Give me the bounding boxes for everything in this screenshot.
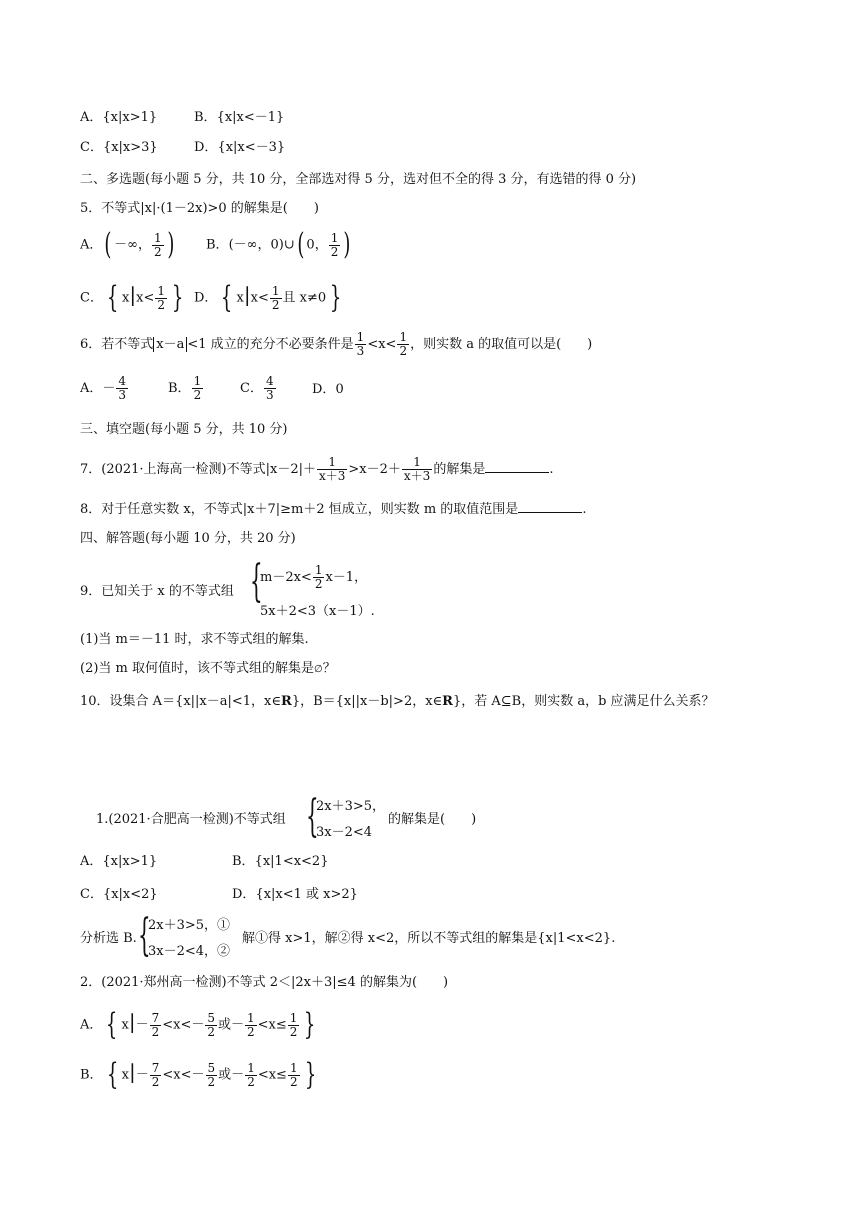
q8: 8．对于任意实数 x，不等式|x＋7|≥m＋2 恒成立，则实数 m 的取值范围是 . <box>80 502 587 517</box>
q6-option-a: A．－ $\frac{4}{3}$ <box>80 374 127 402</box>
s1-analysis-label: 分析选 B. <box>80 931 137 946</box>
s1-system: { 2x＋3>5， 3x－2<4 <box>306 791 386 842</box>
q4-option-b: B．{x|x<－1} <box>194 110 285 125</box>
q5-option-b: B．(－∞，0)∪( 0， $\frac{1}{2}$ ) <box>206 227 351 262</box>
q4-option-d: D．{x|x<－3} <box>194 140 286 155</box>
s1-stem-end: 的解集是( ) <box>388 812 477 827</box>
s1-option-b: B．{x|1<x<2} <box>232 854 329 869</box>
section4-header: 四、解答题(每小题 10 分，共 20 分) <box>80 531 296 546</box>
q5-option-d: D． { x|x< $\frac{1}{2}$ 且 x≠0 } <box>194 280 342 315</box>
q5-option-a: A．( －∞， $\frac{1}{2}$ ) <box>80 227 174 262</box>
brace-icon: { <box>138 910 151 961</box>
s2-option-a: A． { x|－ $\frac{7}{2}$ <x<－ $\frac{5}{2}$ 或－ $\frac{1}{2}$ <x≤ $\frac{1}{2}$ } <box>80 1007 316 1042</box>
section3-header: 三、填空题(每小题 5 分，共 10 分) <box>80 422 288 437</box>
s2-stem: 2．(2021·郑州高一检测)不等式 2＜|2x＋3|≤4 的解集为( ) <box>80 975 449 990</box>
q4-option-c: C．{x|x>3} <box>80 140 158 155</box>
s2-option-b: B． { x|－ $\frac{7}{2}$ <x<－ $\frac{5}{2}$ 或－ $\frac{1}{2}$ <x≤ $\frac{1}{2}$ } <box>80 1057 316 1092</box>
q9-system: { m－2x< $\frac{1}{2}$ x－1， 5x＋2<3（x－1）. <box>250 556 375 619</box>
s1-analysis-text: 解①得 x>1，解②得 x<2，所以不等式组的解集是{x|1<x<2}. <box>242 931 616 946</box>
section2-header: 二、多选题(每小题 5 分，共 10 分，全部选对得 5 分，选对但不全的得 3 分，有选错的得 0 分) <box>80 172 637 187</box>
s1-option-d: D．{x|x<1 或 x>2} <box>232 887 358 902</box>
brace-icon: { <box>250 556 263 607</box>
q9-part2: (2)当 m 取何值时，该不等式组的解集是∅？ <box>80 661 336 676</box>
q5-option-c: C． { x|x< $\frac{1}{2}$ } <box>80 280 184 315</box>
q6-option-c: C． $\frac{4}{3}$ <box>240 374 274 402</box>
s1-option-c: C．{x|x<2} <box>80 887 158 902</box>
brace-icon: { <box>306 791 319 842</box>
s1-option-a: A．{x|x>1} <box>80 854 158 869</box>
s1-analysis-system: { 2x＋3>5，① 3x－2<4，② <box>138 910 231 961</box>
q9-stem: 9．已知关于 x 的不等式组 <box>80 584 234 599</box>
s1-stem: 1.(2021·合肥高一检测)不等式组 <box>96 812 286 827</box>
q5-stem: 5．不等式|x|·(1－2x)>0 的解集是( ) <box>80 201 319 216</box>
q10: 10．设集合 A＝{x||x－a|<1，x∈R}，B＝{x||x－b|>2，x∈R}，若 A⊆B，则实数 a，b 应满足什么关系？ <box>80 694 715 709</box>
q9-part1: (1)当 m＝－11 时，求不等式组的解集. <box>80 632 309 647</box>
q8-answer-blank[interactable] <box>518 500 582 513</box>
q6-option-b: B． $\frac{1}{2}$ <box>168 374 202 402</box>
q6-stem: 6．若不等式 x－a <1 成立的充分不必要条件是 $\frac{1}{3}$ <x< $\frac{1}{2}$ ，则实数 a 的取值可以是( ) <box>80 330 593 358</box>
q7: 7．(2021·上海高一检测)不等式|x－2|＋ $\frac{1}{x+3}$ >x－2＋ $\frac{1}{x+3}$ 的解集是 . <box>80 455 554 483</box>
q6-option-d: D．0 <box>312 382 344 397</box>
q7-answer-blank[interactable] <box>485 460 549 473</box>
q4-option-a: A．{x|x>1} <box>80 110 158 125</box>
